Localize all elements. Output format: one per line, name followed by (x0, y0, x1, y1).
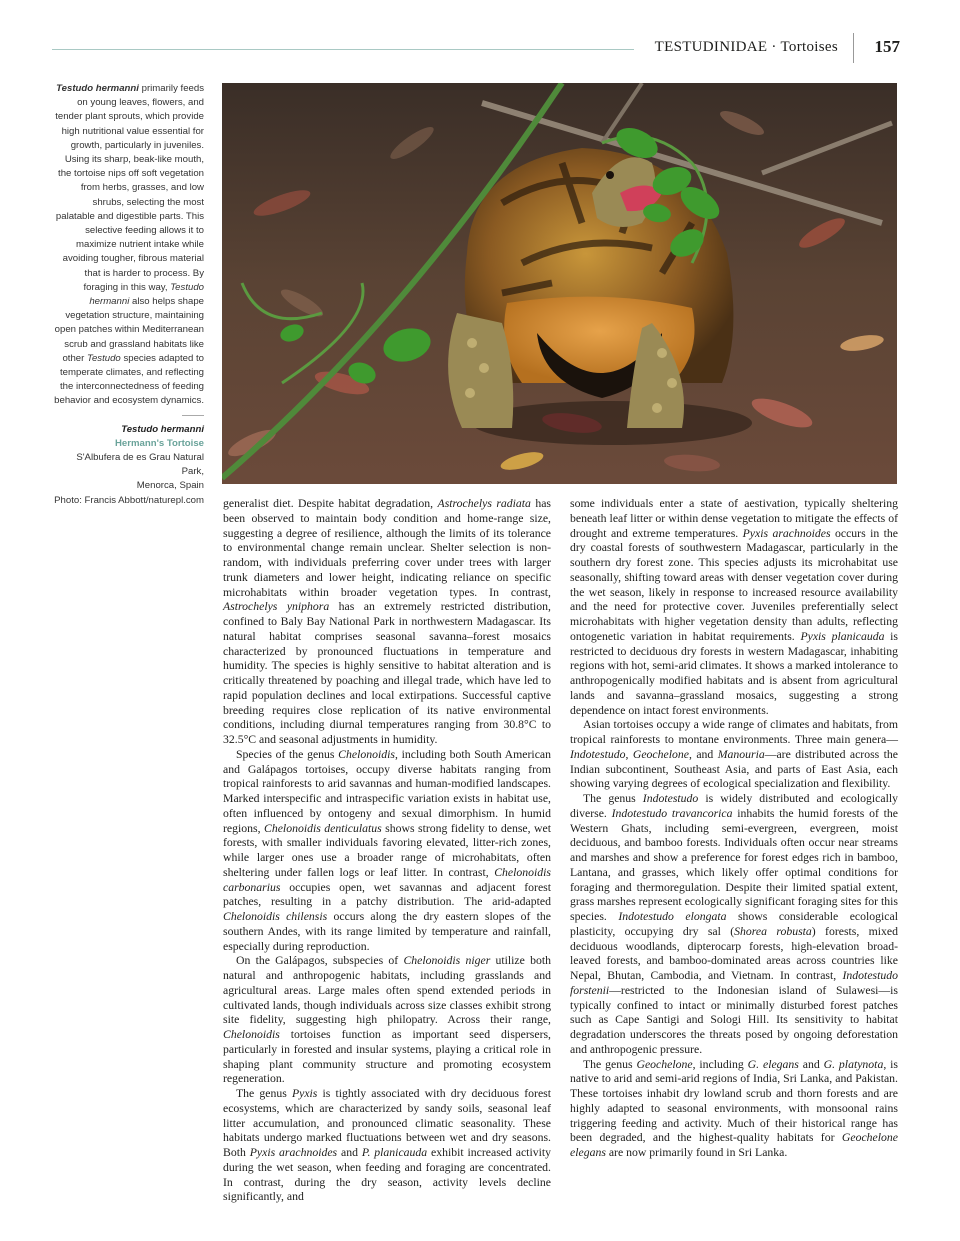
body-column-right (570, 497, 898, 1161)
sidebar-species-name-2: Testudo hermanni (89, 281, 204, 308)
caption-credit: Photo: Francis Abbott/naturepl.com (54, 494, 204, 506)
photo-sidebar (52, 82, 204, 508)
header-rule (52, 49, 634, 50)
caption-location-2: Menorca, Spain (136, 480, 204, 492)
photo-caption (52, 423, 204, 508)
body-column-left (223, 497, 551, 1205)
paragraph: The genus Geochelone, including G. elegans and G. platynota, is native to arid and semi-arid regions of India, Sri Lanka, and Pakistan. These tortoises inhabit dry lowland scrub and thorn forests and are highly adapted to seasonal environments, with monsoonal rains triggering feeding and activity. Much of their historical range has been degraded, and the highest-quality habitats for Geochelone elegans are now primarily found in Sri Lanka. (570, 1057, 898, 1159)
paragraph: The genus Pyxis is tightly associated with dry deciduous forest ecosystems, which are characterized by sandy soils, seasonal leaf litter accumulation, and pronounced climatic seasonality. These habitats undergo marked fluctuations between wet and dry seasons. Both Pyxis arachnoides and P. planicauda exhibit increased activity during the wet season, when feeding and foraging are concentrated. In contrast, during the dry season, activity levels decline significantly, and (223, 1087, 551, 1204)
running-head: TESTUDINIDAE · Tortoises (654, 39, 838, 55)
page-number: 157 (874, 37, 900, 56)
paragraph: generalist diet. Despite habitat degradation, Astrochelys radiata has been observed to maintain body condition and home-range size, suggesting a degree of resilience, although the limits of its tolerance to environmental change remain unclear. Shelter selection is non-random, with individuals preferring cover under trees with larger trunk diameters and lower height, indicating reliance on specific microhabitats within broader vegetation types. In contrast, Astrochelys yniphora has an extremely restricted distribution, confined to Baly Bay National Park in northwestern Madagascar. Its natural habitat comprises seasonal savanna–forest mosaics characterized by pronounced fluctuations in temperature and humidity. The species is highly sensitive to habitat alteration and is critically threatened by poaching and illegal trade, which have led to rapid population declines and local extirpations. Successful captive breeding requires close replication of its native environmental conditions, including diurnal temperatures ranging from 30.8°C to 32.5°C and seasonal adjustments in humidity. (223, 497, 551, 746)
caption-location: S'Albufera de es Grau Natural Park, (76, 452, 204, 478)
header-divider (853, 33, 854, 63)
tortoise-photo (222, 83, 897, 484)
caption-species: Testudo hermanni (121, 423, 204, 435)
caption-common-name: Hermann's Tortoise (115, 437, 204, 449)
paragraph: some individuals enter a state of aestivation, typically sheltering beneath leaf litter or within dense vegetation to mitigate the effects of drought and extreme temperatures. Pyxis arachnoides occurs in the dry coastal forests of southwestern Madagascar, particularly in the southern dry forest zone. This species adjusts its microhabitat use seasonally, shifting toward areas with denser vegetation cover during the wet season, likely in response to increased resource availability and the need for protective cover. Juveniles preferentially select microhabitats with higher vegetation density than adults, reflecting ontogenetic variation in habitat requirements. Pyxis planicauda is restricted to deciduous dry forests in western Madagascar, inhabiting regions with hot, semi-arid climates. It shows a marked intolerance to anthropogenically modified habitats and is absent from agricultural lands and savanna–grassland mosaics, suggesting a strong dependence on intact forest environments. (570, 497, 898, 717)
sidebar-species-name: Testudo hermanni (56, 83, 139, 94)
paragraph: On the Galápagos, subspecies of Chelonoidis niger utilize both natural and anthropogenic habitats, including grasslands and agricultural areas. Large males often spend extended periods in cultivated lands, though individuals across size classes exhibit strong site fidelity, suggesting high philopatry. Across their range, Chelonoidis tortoises function as important seed dispersers, particularly in forested and insular systems, playing a critical role in shaping plant community structure and promoting ecosystem regeneration. (223, 954, 551, 1086)
paragraph: The genus Indotestudo is widely distributed and ecologically diverse. Indotestudo travancorica inhabits the humid forests of the Western Ghats, including semi-evergreen, evergreen, moist deciduous, and bamboo forests. Individuals often occur near streams and marshes and show a preference for forest edges rich in bamboo, Lantana, and grasses, which likely offer optimal conditions for foraging and thermoregulation. Despite their limited spatial extent, grass marshes represent ecologically significant foraging sites for this species. Indotestudo elongata shows considerable ecological plasticity, occupying dry sal (Shorea robusta) forests, mixed deciduous woodlands, dipterocarp forests, high-elevation broad-leaved forests, and bamboo-dominated areas across countries like Nepal, Bhutan, Cambodia, and Vietnam. In contrast, Indotestudo forstenii—restricted to the Indonesian island of Sulawesi—is typically confined to intact or minimally disturbed forest patches such as Cape Santigi and Sologi Hill. Its sensitivity to habitat degradation underscores the threats posed by ongoing deforestation and anthropogenic pressure. (570, 792, 898, 1056)
sidebar-rule (182, 415, 204, 416)
sidebar-genus-name: Testudo (86, 352, 121, 364)
paragraph: Asian tortoises occupy a wide range of climates and habitats, from tropical rainforests to montane environments. Three main genera—Indotestudo, Geochelone, and Manouria—are distributed across the Indian subcontinent, Southeast Asia, and parts of East Asia, each showing varying degrees of ecological specialization and flexibility. (570, 718, 899, 791)
sidebar-feeding-text: Testudo hermanni primarily feeds on young leaves, flowers, and tender plant sprouts, which provide high nutritional value essential for growth, particularly in juveniles. Using its sharp, beak-like mouth, the tortoise nips off soft vegetation from herbs, grasses, and low shrubs, selecting the most palatable and digestible parts. This selective feeding allows it to maximize nutrient intake while avoiding tougher, fibrous material that is harder to process. By foraging in this way, Testudo hermanni also helps shape vegetation structure, maintaining open patches within Mediterranean scrub and grassland habitats like other Testudo species adapted to temperate climates, and reflecting the interconnectedness of feeding behavior and ecosystem dynamics. (54, 83, 204, 407)
tortoise-photo-illustration (222, 83, 897, 484)
paragraph: Species of the genus Chelonoidis, including both South American and Galápagos tortoises, occupy diverse habitats ranging from tropical rainforests to arid savannas and human-modified landscapes. Marked interspecific and intraspecific variation exists in habitat use, often influenced by ontogeny and sexual dimorphism. In humid regions, Chelonoidis denticulatus shows strong fidelity to dense, wet forests, with smaller individuals favoring elevated, litter-rich zones, while larger ones use a broader range of microhabitats, often sheltering under fallen logs or leaf litter. In contrast, Chelonoidis carbonarius occupies open, wet savannas and adjacent forest patches, resulting in a patchy distribution. The arid-adapted Chelonoidis chilensis occurs along the dry eastern slopes of the southern Andes, with its range limited by temperature and rainfall, especially during reproduction. (223, 747, 552, 953)
